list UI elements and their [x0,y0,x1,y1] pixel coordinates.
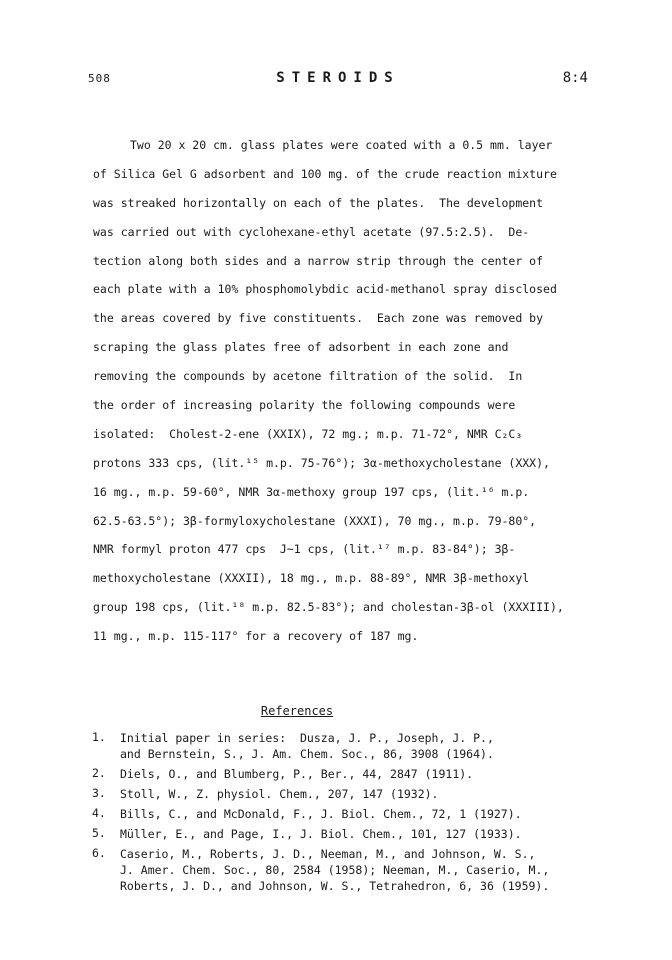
reference-line: J. Amer. Chem. Soc., 80, 2584 (1958); Neeman, M., Caserio, M., [120,863,550,877]
references-list [92,730,592,898]
reference-item [92,846,592,894]
body-line: each plate with a 10% phosphomolybdic acid-methanol spray disclosed [93,282,557,297]
reference-number: 6. [92,846,106,860]
body-line: group 198 cps, (lit.¹⁸ m.p. 82.5-83°); and cholestan-3β-ol (XXXIII), [93,600,564,615]
body-line: was carried out with cyclohexane-ethyl acetate (97.5:2.5). De- [93,224,530,239]
reference-item [92,730,592,762]
reference-item [92,766,592,782]
reference-item [92,806,592,822]
body-line: isolated: Cholest-2-ene (XXIX), 72 mg.; m.p. 71-72°, NMR C₂C₃ [93,426,523,441]
page-header [88,70,588,90]
reference-number: 4. [92,806,106,820]
body-line: tection along both sides and a narrow strip through the center of [93,253,544,268]
body-line: scraping the glass plates free of adsorbent in each zone and [93,340,509,355]
body-line: 62.5-63.5°); 3β-formyloxycholestane (XXXI), 70 mg., m.p. 79-80°, [93,513,537,528]
reference-line: Müller, E., and Page, I., J. Biol. Chem., 101, 127 (1933). [120,827,522,841]
reference-line: Diels, O., and Blumberg, P., Ber., 44, 2847 (1911). [120,767,474,781]
reference-line: Caserio, M., Roberts, J. D., Neeman, M., and Johnson, W. S., [120,847,536,861]
body-line: Two 20 x 20 cm. glass plates were coated with a 0.5 mm. layer [130,138,553,152]
body-line: protons 333 cps, (lit.¹⁵ m.p. 75-76°); 3α-methoxycholestane (XXX), [93,455,550,470]
reference-line: Initial paper in series: Dusza, J. P., Joseph, J. P., [120,731,494,745]
reference-number: 3. [92,786,106,800]
references-heading: References [260,704,334,718]
body-line: of Silica Gel G adsorbent and 100 mg. of the crude reaction mixture [93,166,557,181]
reference-item [92,786,592,802]
body-line: removing the compounds by acetone filtration of the solid. In [93,369,523,384]
body-line: was streaked horizontally on each of the plates. The development [93,195,544,210]
reference-number: 2. [92,766,106,780]
body-line: methoxycholestane (XXXII), 18 mg., m.p. 88-89°, NMR 3β-methoxyl [93,571,530,586]
reference-item [92,826,592,842]
body-line: NMR formyl proton 477 cps J~1 cps, (lit.¹⁷ m.p. 83-84°); 3β- [93,542,516,557]
body-paragraph [93,131,589,651]
section-number: 8:4 [562,70,588,86]
body-line: the areas covered by five constituents. Each zone was removed by [93,311,544,326]
reference-line: and Bernstein, S., J. Am. Chem. Soc., 86, 3908 (1964). [120,747,494,761]
reference-number: 1. [92,730,106,744]
body-line: 11 mg., m.p. 115-117° for a recovery of 187 mg. [93,629,419,644]
body-line: 16 mg., m.p. 59-60°, NMR 3α-methoxy group 197 cps, (lit.¹⁶ m.p. [93,484,530,499]
reference-line: Roberts, J. D., and Johnson, W. S., Tetrahedron, 6, 36 (1959). [120,879,550,893]
running-title: STEROIDS [276,70,400,86]
page-number: 508 [88,72,111,85]
body-line: the order of increasing polarity the following compounds were [93,398,516,413]
reference-number: 5. [92,826,106,840]
reference-line: Bills, C., and McDonald, F., J. Biol. Chem., 72, 1 (1927). [120,807,522,821]
reference-line: Stoll, W., Z. physiol. Chem., 207, 147 (1932). [120,787,439,801]
